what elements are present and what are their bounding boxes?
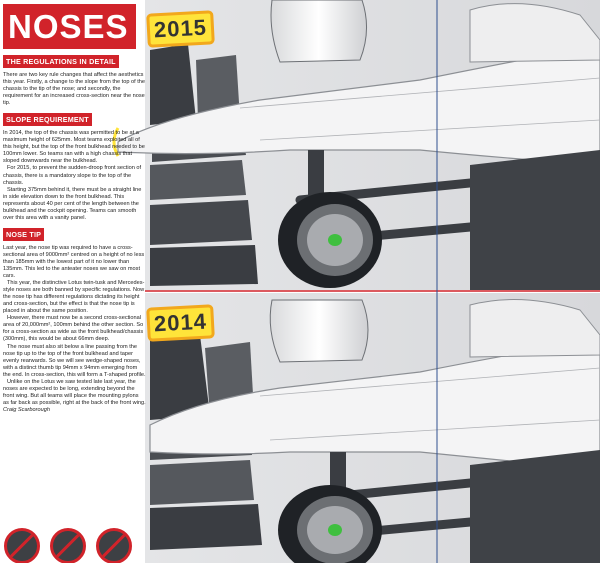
- section-body-nose-tip: [3, 245, 146, 414]
- article-text-column: [3, 4, 146, 414]
- paragraph: There are two key rule changes that affect the aesthetics this year. Firstly, a change to the slope from the top of the chassis to the tip of the nose; and secondly, the requirement for an increased cross-section near the nose tip.: [3, 72, 145, 107]
- rear-tyre-2015: [271, 0, 367, 62]
- article-title: NOSES: [3, 4, 136, 49]
- paragraph: In 2014, the top of the chassis was permitted to be at a maximum height of 625mm. Most teams exploited all of this height, but the top of the front bulkhead needed to be 100mm lower. So teams ran with a high chassis that sloped downwards near the bulkhead.: [3, 130, 145, 165]
- masthead: [3, 4, 146, 49]
- paragraph: For 2015, to prevent the sudden-droop front section of chassis, there is a mandatory slope to the top of the chassis.: [3, 165, 142, 186]
- no-lotus-nose-icon: [4, 528, 40, 563]
- section-heading-slope: SLOPE REQUIREMENT: [3, 113, 92, 126]
- year-badge-2015: 2015: [146, 10, 215, 47]
- paragraph: Unlike on the Lotus we saw tested late last year, the noses are expected to be long, extending beyond the front wing. But all teams will place the mounting pylons as far back as possible, right at the back of the front wing.: [3, 378, 146, 406]
- section-body-slope: [3, 130, 146, 222]
- no-nose-icon: [96, 528, 132, 563]
- year-badge-2014: 2014: [146, 304, 215, 341]
- byline: Craig Scarborough: [3, 406, 50, 413]
- paragraph: The nose must also sit below a line passing from the nose tip up to the top of the front bulkhead and taper evenly rearwards. So we will see wedge-shaped noses, with a distinct thumb tip 94mm x 94mm emerging from the end. In cross-section, this will form a T-shaped profile.: [3, 343, 146, 378]
- front-wheel-2015: [278, 192, 382, 288]
- paragraph: However, there must now be a second cross-sectional area of 20,000mm², 100mm behind the other section. So for a cross-section as wide as the front bulkhead/chassis (300mm), this would be about 66mm deep.: [3, 315, 144, 343]
- rear-tyre-2014: [270, 300, 368, 362]
- paragraph: Last year, the nose tip was required to have a cross-sectional area of 9000mm² centred on a height of no less than 185mm with the lowest part of it no lower than 135mm. This led to the anteater noses we saw on most cars.: [3, 244, 145, 280]
- paragraph: Starting 375mm behind it, there must be a straight line in side elevation down to the front bulkhead. This represents about 40 per cent of the length between the bulkhead and the cockpit opening. Teams can smooth over this area with a vanity panel.: [3, 186, 142, 221]
- section-heading-nose-tip: NOSE TIP: [3, 228, 44, 241]
- no-mercedes-nose-icon: [50, 528, 86, 563]
- section-heading-regulations: THE REGULATIONS IN DETAIL: [3, 55, 119, 68]
- paragraph: This year, the distinctive Lotus twin-tusk and Mercedes-style noses are both banned by specific regulations. Now the nose tip has different regulations dictating its height and cross-section, but the effect is that the nose tip is placed in about the same position.: [3, 280, 145, 315]
- section-body-regulations: [3, 72, 146, 107]
